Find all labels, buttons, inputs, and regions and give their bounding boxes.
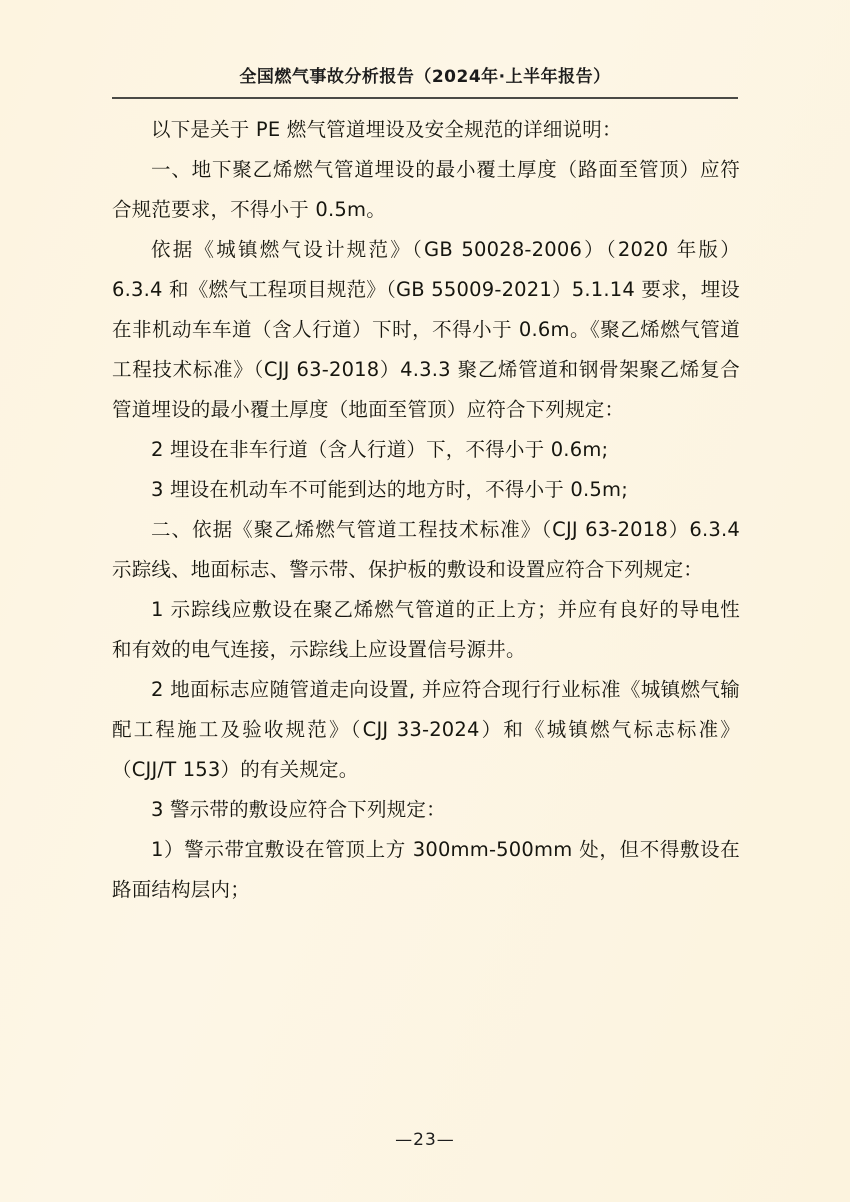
document-body: [112, 110, 740, 910]
paragraph: 依据《城镇燃气设计规范》（GB 50028-2006）（2020 年版）6.3.4 和《燃气工程项目规范》（GB 55009-2021）5.1.14 要求，埋设在非机动车车道（含人行道）下时，不得小于 0.6m。《聚乙烯燃气管道工程技术标准》（CJJ 63-2018）4.3.3 聚乙烯管道和钢骨架聚乙烯复合管道埋设的最小覆土厚度（地面至管顶）应符合下列规定：: [112, 238, 740, 421]
paragraph: 1）警示带宜敷设在管顶上方 300mm-500mm 处，但不得敷设在路面结构层内；: [112, 838, 740, 901]
header-divider: [112, 97, 738, 99]
paragraph: 3 埋设在机动车不可能到达的地方时，不得小于 0.5m;: [151, 478, 628, 501]
page-number: —23—: [395, 1130, 455, 1150]
paragraph: 1 示踪线应敷设在聚乙烯燃气管道的正上方；并应有良好的导电性和有效的电气连接，示踪线上应设置信号源井。: [112, 598, 740, 661]
page-header: 全国燃气事故分析报告（2024年·上半年报告）: [239, 67, 611, 87]
paragraph: 一、地下聚乙烯燃气管道埋设的最小覆土厚度（路面至管顶）应符合规范要求，不得小于 0.5m。: [112, 158, 740, 221]
paragraph: 2 地面标志应随管道走向设置, 并应符合现行行业标准《城镇燃气输配工程施工及验收规范》（CJJ 33-2024）和《城镇燃气标志标准》（CJJ/T 153）的有关规定。: [112, 678, 740, 781]
paragraph: 二、依据《聚乙烯燃气管道工程技术标准》（CJJ 63-2018）6.3.4 示踪线、地面标志、警示带、保护板的敷设和设置应符合下列规定：: [112, 518, 740, 581]
paragraph: 3 警示带的敷设应符合下列规定：: [151, 798, 446, 821]
paragraph: 以下是关于 PE 燃气管道埋设及安全规范的详细说明：: [151, 118, 622, 141]
paragraph: 2 埋设在非车行道（含人行道）下，不得小于 0.6m;: [151, 438, 609, 461]
